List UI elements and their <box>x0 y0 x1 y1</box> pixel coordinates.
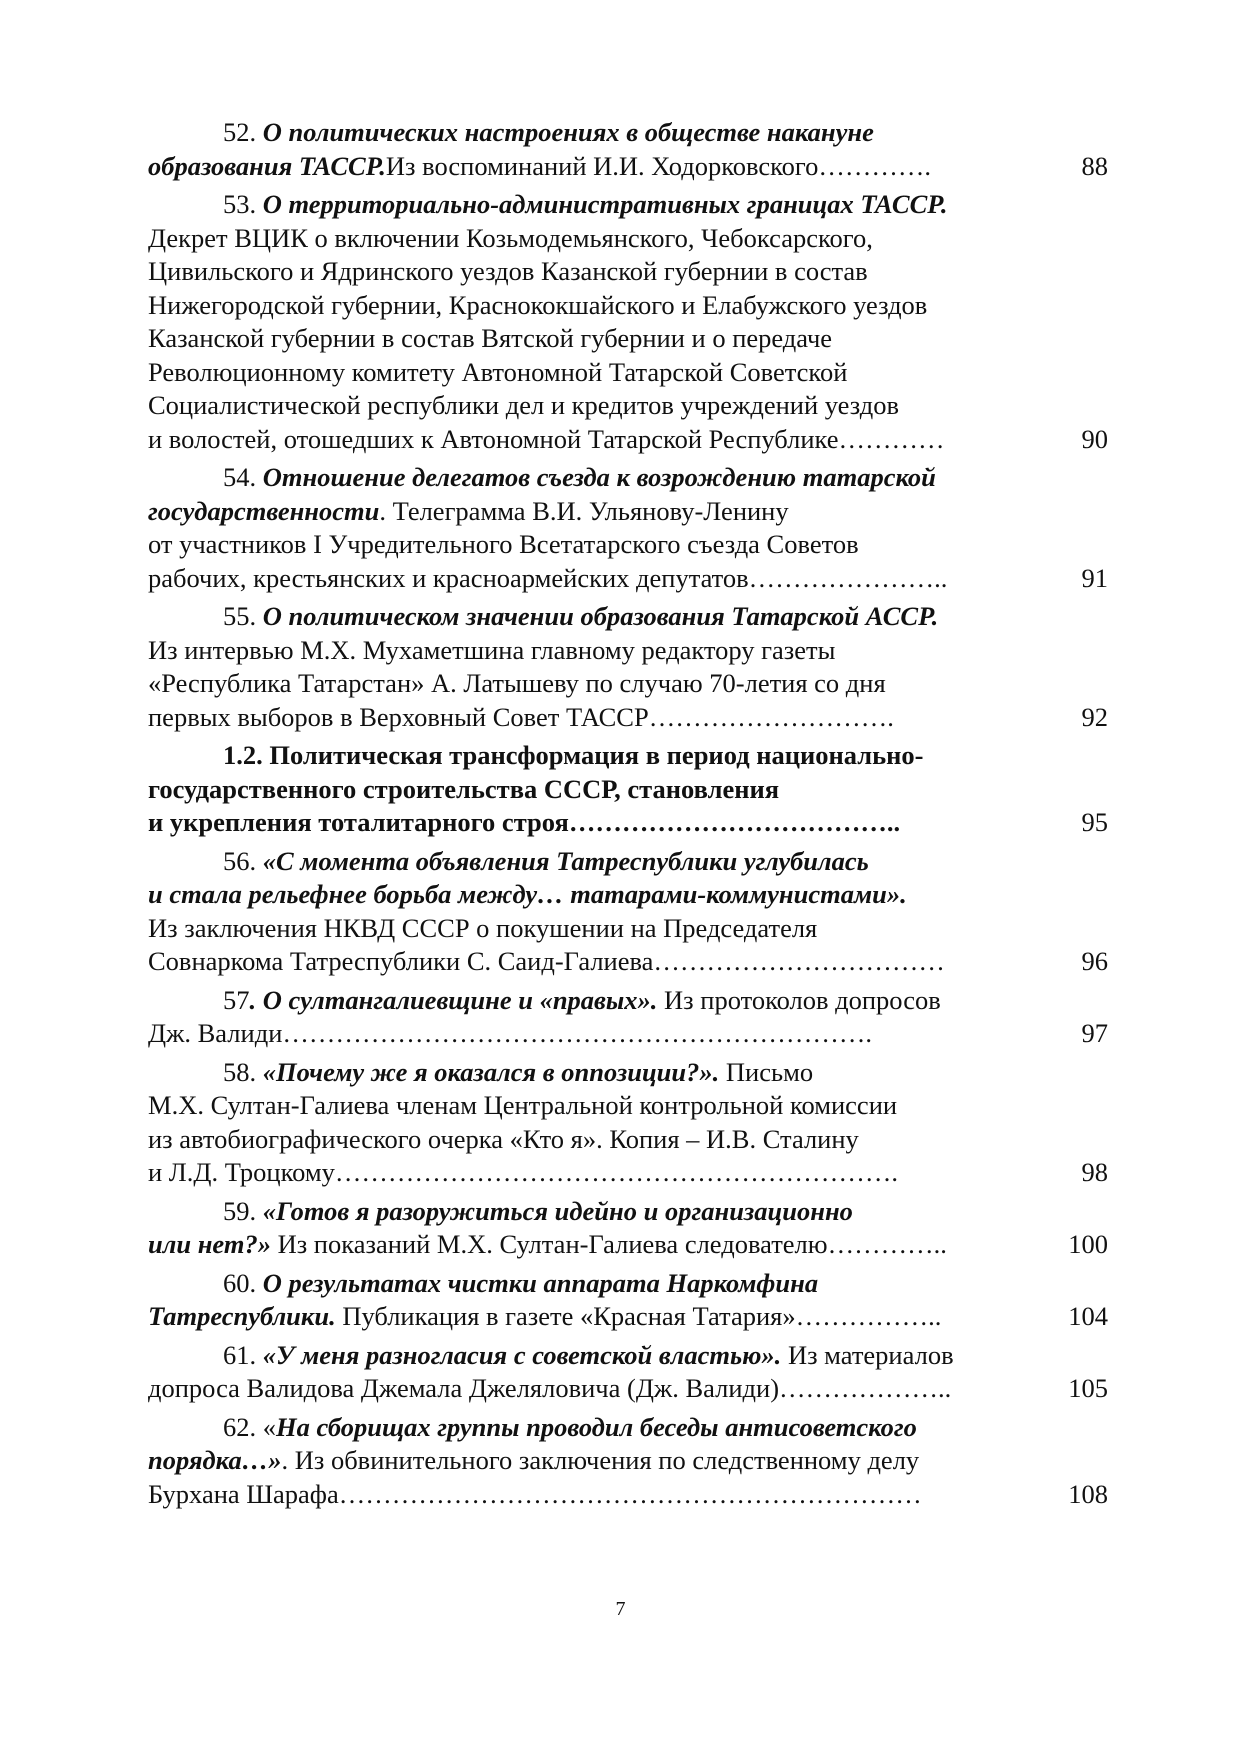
entry-text: Цивильского и Ядринского уездов Казанской губернии в состав <box>148 256 868 286</box>
toc-line <box>148 255 1048 289</box>
entry-text: первых выборов в Верховный Совет ТАССР <box>148 701 649 732</box>
dot-leader: ………….. <box>827 1229 947 1259</box>
page-reference: 108 <box>1068 1478 1108 1509</box>
dot-leader: ……………….. <box>779 1373 952 1403</box>
toc-line <box>148 1156 1048 1190</box>
toc-line <box>148 878 1048 912</box>
entry-number: 53. <box>223 189 263 219</box>
section-title-line: 1.2. Политическая трансформация в период национально- <box>223 740 924 770</box>
toc-line <box>148 667 1048 701</box>
entry-text: Из показаний М.Х. Султан-Галиева следователю <box>270 1229 828 1259</box>
toc-line <box>148 1017 1048 1051</box>
toc-entry[interactable] <box>148 984 1108 1051</box>
page-reference: 105 <box>1068 1373 1108 1403</box>
entry-text: Публикация в газете «Красная Татария» <box>335 1301 796 1331</box>
toc-section-heading[interactable] <box>148 739 1108 840</box>
toc-entry[interactable] <box>148 600 1108 734</box>
entry-text: от участников I Учредительного Всетатарского съезда Советов <box>148 529 859 559</box>
dot-leader: ………………………………………………………… <box>338 1478 922 1509</box>
toc-line <box>148 1195 1048 1229</box>
entry-text: Революционному комитету Автономной Татарской Советской <box>148 356 848 387</box>
toc-line <box>148 1339 1048 1373</box>
page-reference: 98 <box>1081 1157 1108 1187</box>
toc-entry[interactable] <box>148 1411 1108 1512</box>
entry-number: 57 <box>223 984 250 1015</box>
dot-leader: …………….. <box>795 1301 942 1331</box>
entry-number: 62. <box>223 1411 263 1442</box>
toc-line <box>148 1478 1048 1512</box>
entry-title: Татреспублики. <box>148 1301 336 1331</box>
entry-title: Отношение делегатов съезда к возрождению татарской <box>262 462 936 492</box>
toc-line <box>148 562 1048 596</box>
entry-title: О политическом значении образования Татарской АССР. <box>262 601 939 631</box>
toc-line <box>148 116 1048 150</box>
page-reference: 100 <box>1068 1229 1108 1259</box>
entry-text: Декрет ВЦИК о включении Козьмодемьянского, Чебоксарского, <box>148 222 873 253</box>
toc-line <box>148 222 1048 256</box>
entry-title: порядка…» <box>148 1445 282 1475</box>
entry-text: рабочих, крестьянских и красноармейских депутатов <box>148 562 749 593</box>
dot-leader: ……………………………….. <box>568 807 901 837</box>
toc-line <box>148 945 1048 979</box>
entry-title: и стала рельефнее борьба между… татарами-коммунистами». <box>148 879 907 909</box>
entry-text: допроса Валидова Джемала Джеляловича (Дж. Валиди) <box>148 1373 780 1403</box>
toc-line <box>148 1056 1048 1090</box>
entry-title: «С момента объявления Татреспублики углубилась <box>262 845 869 876</box>
page-reference: 95 <box>1081 807 1108 837</box>
page-reference: 91 <box>1081 562 1108 593</box>
entry-title: образования ТАССР. <box>148 150 386 181</box>
entry-number: 52. <box>223 117 263 147</box>
toc-line <box>148 600 1048 634</box>
toc-line <box>148 806 1048 840</box>
toc-line <box>148 984 1048 1018</box>
entry-text: Нижегородской губернии, Краснококшайского и Елабужского уездов <box>148 289 928 320</box>
entry-number: 56. <box>223 845 263 876</box>
toc-line <box>148 356 1048 390</box>
toc-entry[interactable] <box>148 1056 1108 1190</box>
toc-line <box>148 1089 1048 1123</box>
entry-title: государственности <box>148 495 380 526</box>
toc-line <box>148 389 1048 423</box>
entry-number: 60. <box>223 1267 263 1298</box>
entry-title: На сборищах группы проводил беседы антисоветского <box>276 1411 917 1442</box>
entry-title: О территориально-административных границах ТАССР. <box>262 189 948 219</box>
toc-line <box>148 739 1048 773</box>
toc-line <box>148 289 1048 323</box>
toc-line <box>148 1444 1048 1478</box>
entry-text: Дж. Валиди <box>148 1018 283 1048</box>
entry-title: О политических настроениях в обществе накануне <box>262 117 874 147</box>
entry-number: 58. <box>223 1056 263 1087</box>
entry-text: Письмо <box>719 1056 814 1087</box>
section-title-line: государственного строительства СССР, становления <box>148 773 780 804</box>
toc-line <box>148 188 1048 222</box>
toc-line <box>148 1300 1048 1334</box>
entry-text: Из материалов <box>781 1339 954 1370</box>
entry-text: и волостей, отошедших к Автономной Татарской Республике <box>148 423 839 454</box>
entry-text: Совнаркома Татреспублики С. Саид-Галиева <box>148 946 654 976</box>
entry-text: Из заключения НКВД СССР о покушении на Председателя <box>148 912 818 943</box>
toc-line <box>148 495 1048 529</box>
toc-line <box>148 701 1048 735</box>
entry-number: 61. <box>223 1339 263 1370</box>
toc-entry[interactable] <box>148 845 1108 979</box>
toc-line <box>148 322 1048 356</box>
toc-line <box>148 423 1048 457</box>
entry-title: «У меня разногласия с советской властью». <box>262 1339 782 1370</box>
entry-text: Из воспоминаний И.И. Ходорковского <box>385 150 819 181</box>
entry-number: 55. <box>223 601 263 631</box>
toc-line <box>148 1123 1048 1157</box>
toc-line <box>148 912 1048 946</box>
page-reference: 97 <box>1081 1018 1108 1048</box>
entry-text: Бурхана Шарафа <box>148 1478 339 1509</box>
toc-line <box>148 528 1048 562</box>
dot-leader: ………………………. <box>648 701 894 732</box>
entry-number: 54. <box>223 462 263 492</box>
toc-line <box>148 773 1048 807</box>
entry-text: Из протоколов допросов <box>657 984 941 1015</box>
dot-leader: ………… <box>838 423 945 454</box>
entry-text: Из интервью М.Х. Мухаметшина главному редактору газеты <box>148 634 836 665</box>
entry-text: из автобиографического очерка «Кто я». Копия – И.В. Сталину <box>148 1123 859 1154</box>
entry-title: «Готов я разоружиться идейно и организационно <box>262 1195 853 1226</box>
toc-entry[interactable] <box>148 116 1108 183</box>
toc-entry[interactable] <box>148 1339 1108 1406</box>
toc-line <box>148 1267 1048 1301</box>
toc-entry[interactable] <box>148 188 1108 456</box>
page-reference: 90 <box>1081 423 1108 454</box>
entry-text: «Республика Татарстан» А. Латышеву по случаю 70-летия со дня <box>148 668 886 698</box>
dot-leader: …………………………………………………………. <box>282 1018 873 1048</box>
entry-title: . О султангалиевщине и «правых». <box>249 984 658 1015</box>
entry-text: Социалистической республики дел и кредитов учреждений уездов <box>148 390 899 420</box>
section-title-line: и укрепления тоталитарного строя <box>148 807 569 837</box>
entry-text: М.Х. Султан-Галиева членам Центральной контрольной комиссии <box>148 1090 898 1120</box>
page-reference: 104 <box>1068 1301 1108 1331</box>
page-reference: 96 <box>1081 946 1108 976</box>
dot-leader: …………………………… <box>653 946 945 976</box>
dot-leader: ………………………………………………………. <box>334 1157 899 1187</box>
dot-leader: ………………….. <box>748 562 948 593</box>
dot-leader: …………. <box>818 150 931 181</box>
toc-entry[interactable] <box>148 1267 1108 1334</box>
toc-line <box>148 845 1048 879</box>
page-number: 7 <box>615 1598 626 1620</box>
page-reference: 92 <box>1081 701 1108 732</box>
toc-line <box>148 634 1048 668</box>
table-of-contents <box>148 116 1108 1516</box>
entry-text: . Из обвинительного заключения по следственному делу <box>281 1445 920 1475</box>
entry-title: «Почему же я оказался в оппозиции?». <box>262 1056 720 1087</box>
page-reference: 88 <box>1081 150 1108 181</box>
entry-text: и Л.Д. Троцкому <box>148 1157 335 1187</box>
toc-line <box>148 461 1048 495</box>
toc-entry[interactable] <box>148 461 1108 595</box>
entry-text: Казанской губернии в состав Вятской губернии и о передаче <box>148 323 833 353</box>
entry-title: О результатах чистки аппарата Наркомфина <box>262 1267 819 1298</box>
entry-number: 59. <box>223 1195 263 1226</box>
entry-text: . Телеграмма В.И. Ульянову-Ленину <box>379 495 789 526</box>
toc-line <box>148 150 1048 184</box>
quote-mark: « <box>262 1411 276 1442</box>
entry-title: или нет?» <box>148 1229 271 1259</box>
toc-line <box>148 1228 1048 1262</box>
toc-line <box>148 1411 1048 1445</box>
toc-line <box>148 1372 1048 1406</box>
toc-entry[interactable] <box>148 1195 1108 1262</box>
